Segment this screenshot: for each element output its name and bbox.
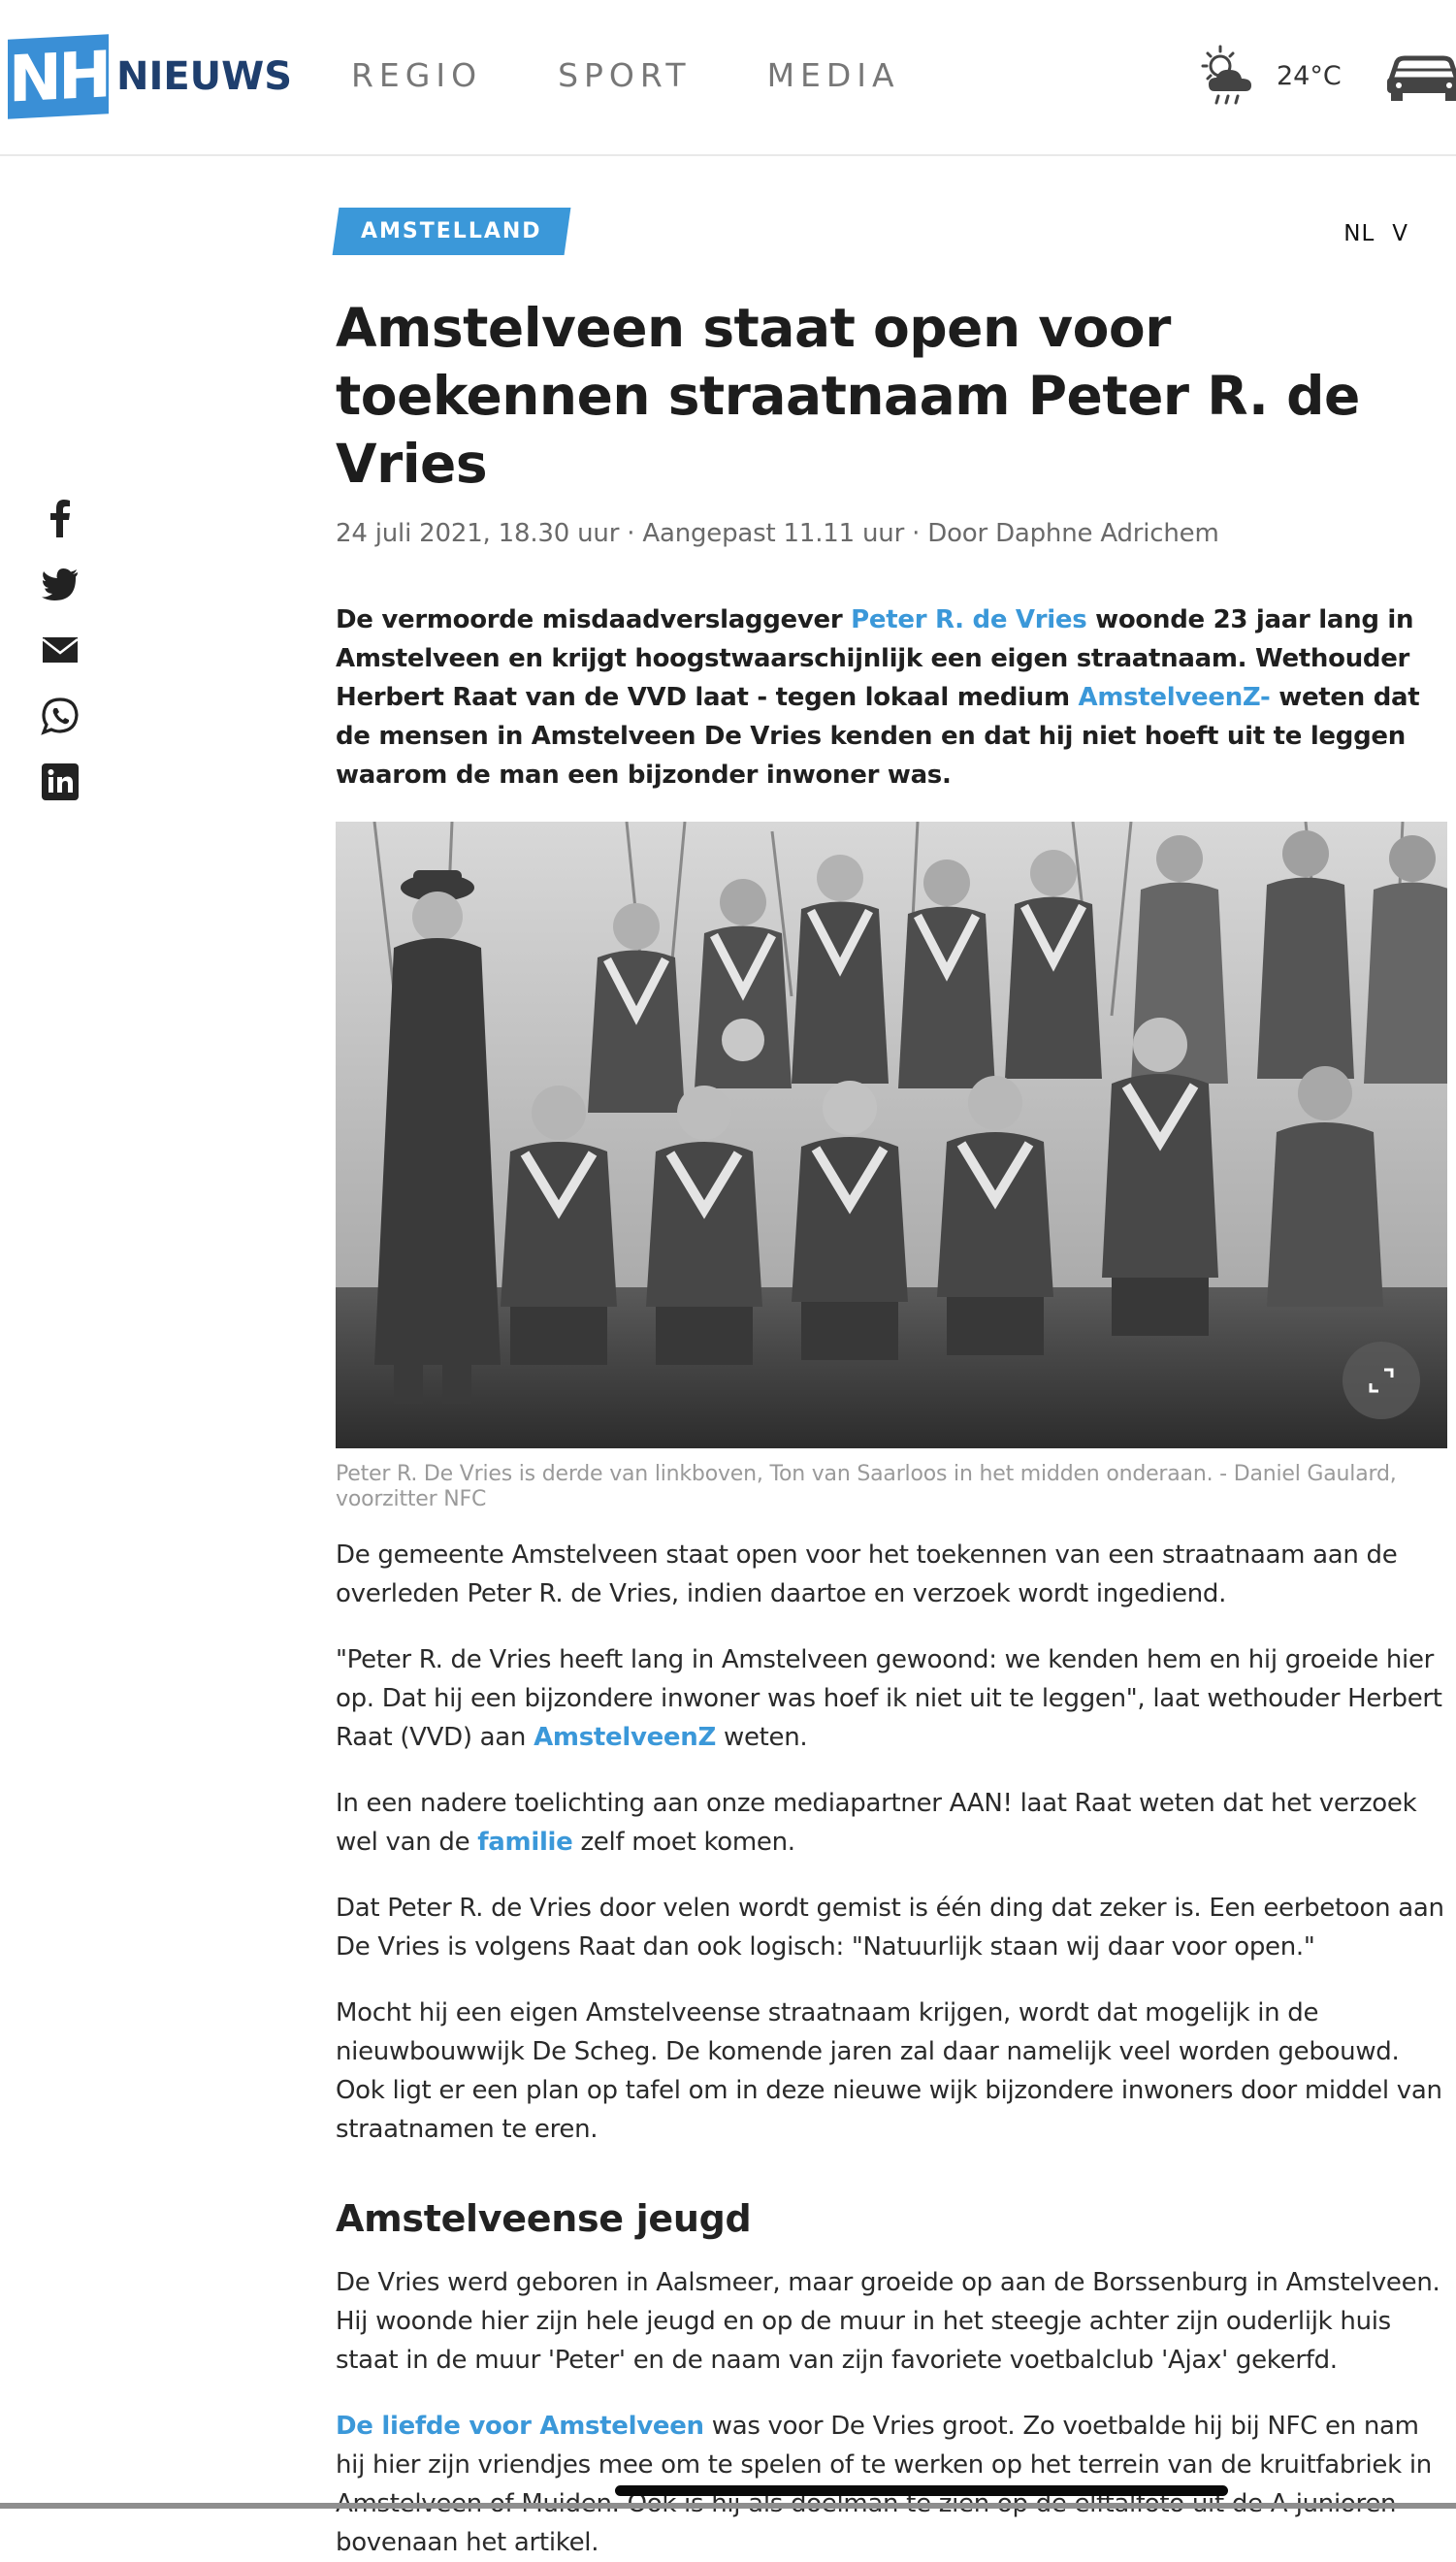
lead-text-1: De vermoorde misdaadverslaggever (336, 605, 852, 634)
chevron-down-icon: V (1392, 221, 1408, 246)
lead-link-amstelveenz[interactable]: AmstelveenZ- (1078, 683, 1271, 712)
paragraph-3-text-1: In een nadere toelichting aan onze mediapartner AAN! laat Raat weten dat het verzoek wel van de (336, 1789, 1417, 1857)
nav-item-regio[interactable]: REGIO (351, 56, 483, 94)
traffic-car-icon[interactable] (1383, 50, 1456, 101)
paragraph-2-text-2: weten. (716, 1723, 808, 1752)
share-twitter-button[interactable] (39, 563, 81, 605)
section-heading: Amstelveense jeugd (336, 2197, 752, 2240)
article-photo[interactable] (336, 822, 1447, 1448)
sun-cloud-rain-icon (1195, 43, 1263, 109)
share-linkedin-button[interactable] (39, 761, 81, 803)
paragraph-7-text: was voor De Vries groot. Zo voetbalde hij bij NFC en nam hij hier zijn vriendjes mee om te spelen of te werken op het terrein van de kruitfabriek in bovenaan het artikel. (336, 2412, 1432, 2557)
weather-widget[interactable] (1195, 43, 1342, 109)
expand-icon (1367, 1366, 1396, 1395)
facebook-icon (41, 499, 80, 537)
share-bar (39, 497, 81, 827)
article (336, 208, 1447, 2562)
paragraph-2 (336, 1640, 1447, 1757)
region-tag[interactable] (333, 208, 570, 255)
expand-photo-button[interactable] (1343, 1342, 1420, 1419)
paragraph-4: Dat Peter R. de Vries door velen wordt gemist is één ding dat zeker is. Een eerbetoon aan De Vries is volgens Raat dan ook logisch: "Natuurlijk staan wij daar voor open." (336, 1894, 1444, 1962)
logo-wordmark: NIEUWS (116, 54, 293, 99)
main-nav (351, 56, 976, 94)
paragraph-3-text-2: zelf moet komen. (572, 1828, 795, 1857)
region-tag-label: AMSTELLAND (361, 219, 542, 243)
team-photo-image (336, 822, 1447, 1448)
share-mail-button[interactable] (39, 629, 81, 671)
nav-item-sport[interactable]: SPORT (558, 56, 692, 94)
photo-caption: Peter R. De Vries is derde van linkboven, Ton van Saarloos in het midden onderaan. - Daniel Gaulard, voorzitter NFC (336, 1462, 1397, 1511)
weather-temperature: 24°C (1277, 60, 1342, 91)
whatsapp-icon (41, 697, 80, 735)
link-de-liefde-voor-amstelveen[interactable]: De liefde voor Amstelveen (336, 2412, 704, 2441)
paragraph-3 (336, 1784, 1447, 1862)
paragraph-2-text-1: "Peter R. de Vries heeft lang in Amstelveen gewoond: we kenden hem en hij groeide hier op. Dat hij een bijzondere inwoner was hoef ik niet uit te leggen", laat wethouder Herbert Raat (VVD) aan (336, 1645, 1442, 1752)
site-header (0, 0, 1456, 156)
article-lead (336, 600, 1441, 795)
share-facebook-button[interactable] (39, 497, 81, 539)
article-body (336, 1536, 1447, 2562)
home-indicator[interactable] (615, 2485, 1228, 2496)
article-title: Amstelveen staat open voor toekennen straatnaam Peter R. de Vries (336, 297, 1360, 495)
linkedin-icon (41, 762, 80, 801)
paragraph-7 (336, 2407, 1447, 2562)
link-amstelveenz[interactable]: AmstelveenZ (534, 1723, 717, 1752)
bottom-divider (0, 2503, 1456, 2509)
paragraph-6: De Vries werd geboren in Aalsmeer, maar groeide op aan de Borssenburg in Amstelveen. Hij woonde hier zijn hele jeugd en op de muur in het steegje achter zijn ouderlijk huis staat in de muur 'Peter' en de naam van zijn favoriete voetbalclub 'Ajax' gekerfd. (336, 2268, 1440, 2375)
nh-nieuws-logo[interactable] (8, 37, 292, 116)
lead-text-3: weten dat de mensen in Amstelveen De Vries kenden en dat hij niet hoeft uit te leggen waarom de man een bijzonder inwoner was. (336, 683, 1420, 790)
link-familie[interactable]: familie (477, 1828, 573, 1857)
share-whatsapp-button[interactable] (39, 695, 81, 737)
paragraph-1: De gemeente Amstelveen staat open voor het toekennen van een straatnaam aan de overleden Peter R. de Vries, indien daartoe en verzoek wordt ingediend. (336, 1540, 1398, 1608)
article-meta: 24 juli 2021, 18.30 uur · Aangepast 11.11 uur · Door Daphne Adrichem (336, 519, 1219, 548)
paragraph-5: Mocht hij een eigen Amstelveense straatnaam krijgen, wordt dat mogelijk in de nieuwbouwwijk De Scheg. De komende jaren zal daar namelijk veel worden gebouwd. Ook ligt er een plan op tafel om in deze nieuwe wijk bijzondere inwoners door middel van straatnamen te eren. (336, 1998, 1442, 2144)
nav-item-media[interactable]: MEDIA (766, 56, 900, 94)
language-selector[interactable] (1343, 221, 1408, 246)
logo-mark: NH (8, 34, 109, 118)
language-label: NL (1343, 221, 1375, 246)
lead-text-2: woonde 23 jaar lang in Amstelveen en krijgt hoogstwaarschijnlijk een eigen straatnaam. Wethouder Herbert Raat van de VVD laat - tegen lokaal medium (336, 605, 1414, 712)
lead-link-peter-r-de-vries[interactable]: Peter R. de Vries (851, 605, 1087, 634)
mail-icon (41, 631, 80, 669)
twitter-icon (41, 565, 80, 603)
